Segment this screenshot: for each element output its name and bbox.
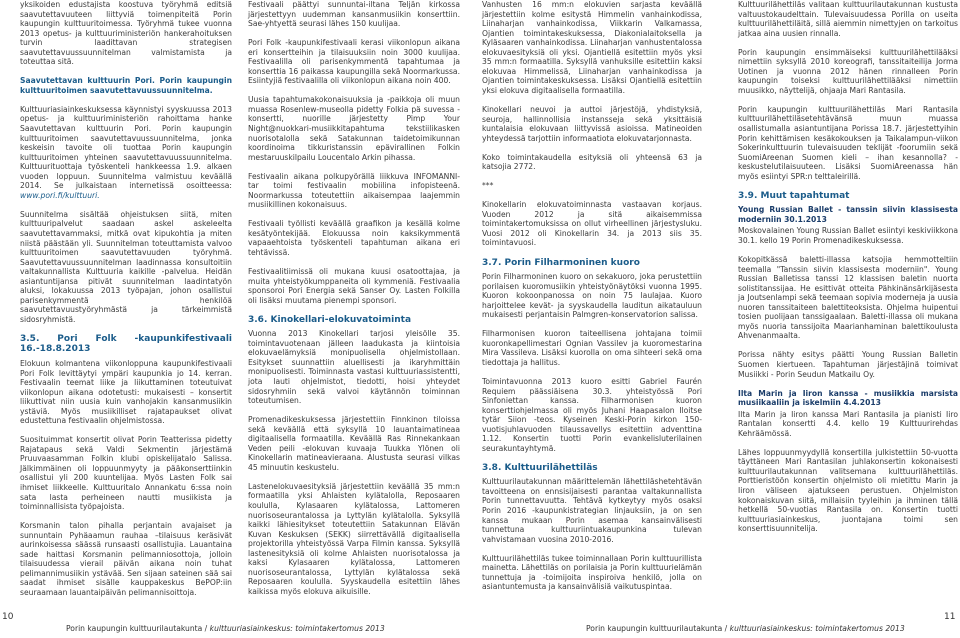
footer-dept: kulttuuriasiainkeskus: toimintakertomus 2013	[729, 624, 905, 633]
separator-stars: ***	[482, 181, 494, 191]
section-subheading: Saavutettavan kulttuurin Pori. Porin kaupungin kulttuuritoimen saavutettavuussuunnitelma.	[20, 76, 232, 95]
paragraph: Kulttuurilähettiläs valitaan kulttuurilautakunnan kustusta valtuustokaudelttain. Tulevaisuudessa Porilla on useita kulttuurilähettiläitä, sillä aiemmin nimettyjen on tarkoitus jatkaa aina uusien rinnalla.	[738, 0, 958, 38]
paragraph: Promenadikeskuksessa järjestettiin Finnkinon tiloissa sekä keväällä että syksyllä 10 lauantaimatineaa digitaalisella formaatilla. Keväällä Ras Rinnekankaan Veden peili -elokuvan kuvaaja Tuukka Ylönen oli Kinokellarin matineavieraana. Alustusta seurasi vilkas 45 minuutin keskustelu.	[248, 415, 460, 472]
paragraph: Lähes loppuunmyydyllä konsertilla julkistettiin 50-vuotta täyttäneen Mari Rantasilan juhlakonsertin kokonaisesti kulttuurilautakunnan valitsemana kulttuurilähettiläs. Porttieristöön konsertin ohjelmisto oli mietittu Marin ja Iiron väliseen ajatukseen perustuen. Ohjelmiston kokonaiskuvan siitä, millaisiin tyyleihin ja ihminen tällä hetkellä 50-vuotias Rantasila on. Konsertin tuotti kulttuuriasiainkeskus, juontajana toimi sen konserttisuunnitelija.	[738, 447, 958, 534]
right-page-column-1	[482, 0, 702, 592]
paragraph: Kokopitkässä baletti-illassa katsojia hemmotteltiin teemalla "Tanssin siivin klassisesta moderniin". Young Russian Balletissa tanssi 12 klassisen baletin nuorta solistitanssijaa. He esittivät otteita Pähkinänsärkijäsesta ja Joutsenlampi sekä teemaan sopivia moderneja ja uusia nuoren tanssitaiteen balettiteoksista. Ohjelma huipentui tosien puolijaan tanssigaalaan. Baletti-illassa oli mukana myös nuoria tanssijoita Maarianhaminan balettikoulusta Ahvenanmaalta.	[738, 254, 958, 341]
paragraph: Kulttuurilähettiläs tukee toiminnallaan Porin kulttuurillista mainetta. Lähettiläs on porilaisia ja Porin kulttuurielämän tunnettuja ja -toimijoita inspiroiva henkilö, jolla on asiantuntemusta ja kansainvälisiä vaikutuspintaa.	[482, 553, 702, 592]
paragraph: Festivaalitiimissä oli mukana kuusi osatoottajaa, ja muita yhteistyökumppaneita oli kymmeniä. Festivaalia sponsoroi Pori Energia sekä Sanser Oy. Lasten Folkilla oli lisäksi muutama pienempi sponsori.	[248, 267, 460, 305]
section-heading: 3.6. Kinokellari-elokuvatoiminta	[248, 314, 412, 325]
left-page-column-2	[248, 0, 460, 596]
paragraph: Kulttuurilautakunnan määrittelemän lähettiläshetehtävän tavoitteena on ennsisijaisesti parantaa valtakunnallista Porin tunnettavuutta. Tehtävä kytkeytyy myös osaksi Porin 2016 -kaupunkistrategian linjauksiin, ja on sen kanssa mukaan Porin asemaa kansainvälisesti tunnettuna kulttuuriintuakaupunkina tulevan vahvistamaan vuosina 2010-2016.	[482, 477, 702, 544]
page-footer	[586, 624, 905, 634]
paragraph: Suosituimmat konsertit olivat Porin Teatterissa pidetty Rajatapaus sekä Valdi Sekmentin järjestämä Pruuvaasamman Folkin klubi opiskelijatalo Salissa. Jälkimmäinen oli loppuunmyyty ja pääkonserttiinkin osallistui yli 200 kuuntelijaa. Myös Lasten Folk sai ihmiset liikkeelle. Kulttuuritalo Annankatu 6:ssa noin sata lasta perheineen nautti musiikista ja toiminnallisista työpajoista.	[20, 435, 232, 512]
right-page	[482, 0, 960, 633]
paragraph: Porin kaupungin kulttuurilähettiläs Mari Rantasila kulttuurilähettiläsetehtävänsä muun muassa osallistumalla asiantuntijana Porissa 18.7. järjestettyihin Porin kehittämisen kesäkokouksen ja Taikalampun-viikon Sokerinkulttuurin tulevaisuuden teklijät -foorumiin sekä SuomiAreenan Suomen kieli – ihan kesannolla? -keskustelutilaisuuteen. Lisäksi SuomiAreenassa hän myös esiintyi SPR:n telttaleirillä.	[738, 104, 958, 181]
paragraph-text: Kulttuuriasiainkeskuksessa käynnistyi syyskuussa 2013 opetus- ja kulttuuriministeriön rahoittama hanke Saavutettavan kulttuurin Pori. Porin kaupungin kulttuuritoimen saavutettavuussuunnitelma, jonka keskeisin tavoite oli tuottaa Porin kaupungin kulttuuritoimen yhteinen saavutettavuussuunnitelma. Kulttuurituottaja työskenteli hankkeessa 1.9. alkaen vuoden loppuun. Suunnitelma valmistuu keväällä 2014. Se julkaistaan internetissä osoitteessa:	[20, 104, 232, 191]
section-heading: 3.8. Kulttuurilähettiläs	[482, 462, 598, 473]
paragraph: Porin kaupungin ensimmäiseksi kulttuurilähettilääksi nimettiin syksyllä 2010 koreografi, tanssitaiteilija Jorma Uotinen ja vuonna 2012 hänen rinnalleen Porin kaupungin toiseksi kulttuurilähettilääksi nimettiin muusikko, näyttelijä, ohjaaja Mari Rantasila.	[738, 47, 958, 95]
paragraph: Koko toimintakaudella esityksiä oli yhteensä 63 ja katsojia 2772.	[482, 152, 702, 172]
website-link[interactable]: www.pori.fi/kulttuuri.	[20, 190, 100, 200]
footer-org: Porin kaupungin kulttuurilautakunta /	[586, 624, 728, 633]
event-heading: Young Russian Ballet - tanssin siivin klassisesta moderniin 30.1.2013	[738, 205, 958, 224]
paragraph: Lastenelokuvaesityksiä järjestettiin keväällä 35 mm:n formaatilla yksi Ahlaisten kylätalolla, Reposaaren koululla, Kylasaaren kylätalossa, Lattomeren nuorisoseurantalossa ja Lyttylän kylätalolla. Syksyllä kaikki lähiesitykset toteutettiin Satakunnan Elävän Kuvan Keskuksen (SEKK) siirrettävällä digitaalisella projektorilla yhteistyössä Varpa Filmin kanssa. Syksyllä lastenesityksiä oli kolme Ahlaisten nuorisotalossa ja kaksi Kylasaaren kylätalossa, Lattomeren nuorisoseurantalossa, Lyttylän kylätalossa sekä Reposaaren koululla. Syyskaudella esitettiin lähes kaikissa myös elokuva aikuisille.	[248, 481, 460, 596]
paragraph: Festivaali päättyi sunnuntai-iltana Teljän kirkossa järjestettyyn uudemman kansanmusiikin konserttiin. Sae-yhtyettä seurasi lähes 150 kuulijaa.	[248, 0, 460, 29]
paragraph: Kinokellari neuvoi ja auttoi järjestöjä, yhdistyksiä, seuroja, hallinnollisia instansseja sekä yksittäisiä kuntalaisia elokuvaan liittyvissä asioissa. Matineoiden yhteydessä tarjottiin informaatiota elokuvatarjonnasta.	[482, 104, 702, 143]
left-page	[0, 0, 478, 633]
paragraph: Festivaali työllisti keväällä graafikon ja kesällä kolme kesätyöntekijää. Elokuussa noin kaksikymmentä vapaaehtoista työskenteli tapahtuman aikana eri tehtävissä.	[248, 219, 460, 258]
paragraph: yksikoiden edustajista koostuva työryhmä editsiä saavutettavuuteen liittyviä toimenpiteitä Porin kaupungin kulttuuritoimessa. Työryhmä tukee vuonna 2013 opetus- ja kulttuuriministeriön hankerahoituksen turvin laadittavan strategisen saavutettavuussuunnitelman valmistamista ja toteuttaa sitä.	[20, 0, 232, 67]
paragraph: Moskovalainen Young Russian Ballet esiintyi keskiviikkona 30.1. kello 19 Porin Promenadikeskuksessa.	[738, 226, 958, 245]
paragraph: Festivaalin aikana polkupyörällä liikkuva INFOMANNI-tar toimi festivaalin mobiilina infopisteenä. Noormarkussa toteutettiin aikaisempaa laajemmin musiikillinen kokonaisuus.	[248, 171, 460, 210]
paragraph: Korsmanin talon pihalla perjantain avajaiset ja sunnuntain Pyhäaamun rauhaa –tilaisuus keräsivät aurinkoisessa säässä runsaasti osallistujia. Lauantaina sade haittasi Korsmanin pelimanniosottoja, jolloin tilaisuudessa vierail päivän aikana noin tuhat pelimannimusiikin ystävää. Sen sijaan sateinen sää sai saadat ihmiset sisälle kauppakeskus BePOP:iin seuraamaan lauantaipäivän pelimannisoittoja.	[20, 521, 232, 597]
left-page-column-1	[20, 0, 232, 598]
footer-dept: kulttuuriasiainkeskus: toimintakertomus 2013	[209, 624, 385, 633]
event-heading: Ilta Marin ja Iiron kanssa - musiikkia marsista musiikaaliin ja iskelmiin 4.4.2013	[738, 388, 958, 408]
paragraph: Elokuun kolmantena viikonloppuna kaupunkifestivaali Pori Folk levittäytyi ympäri kaupunkia jo 14. kerran. Festivaalin teemat liike ja liikuttaminen toteutuivat viikonlopun aikana odotetusti: mukaisesti – konsertit liikuttivat niin uusia kuin vanhojakin kansanmusiikin ystäviä. Myös musiikilliset rajatapaukset olivat edustettuna festivaalin ohjelmistossa.	[20, 358, 232, 426]
footer-org: Porin kaupungin kulttuurilautakunta /	[66, 624, 208, 633]
paragraph: Vanhusten 16 mm:n elokuvien sarjasta keväällä järjestettiin kolme esitystä Himmelin vanhainkodissa, Liinaharjan vanhainkodissa, Viikkarin Valkamassa, Ojantien toimintakeskuksessa, Diakonialaitoksella ja Kyläsaaren vanhainkodissa. Liinaharjan vanhustentalossa elokuvaesityksiä oli yksi. Ojantiellä esitettiin myös yksi 35 mm:n formaatilla. Syksyllä vanhuksille esitettiin kaksi elokuvaa Himmelissä, Liinaharjan vanhainkodissa ja Ojantien toimintakeskuksessa. Lisäksi Ojantiellä esitettiin yksi elokuva digitaalisella formaatilla.	[482, 0, 702, 95]
page-footer	[66, 624, 385, 634]
section-heading: 3.7. Porin Filharmoninen kuoro	[482, 257, 640, 268]
paragraph: Kinokellarin elokuvatoiminnasta vastaavan korjaus. Vuoden 2012 ja sitä aikaisemmissa toimintakertomuksissa on ollut virheellinen järjestysluku. Vuosi 2012 oli Kinokellarin 34. ja 2013 siis 35. toimintavuosi.	[482, 200, 702, 248]
paragraph: Porin Filharmoninen kuoro on sekakuoro, joka perustettiin porilaisen kuoromusiikin yhteistyönäytöksi vuonna 1995. Kuoron kokoonpanossa on noin 75 laulajaa. Kuoro harjoittelee kevät- ja syyskaudella lauditun aikatauluun mukaisesti perjantaisin Palmgren-konservatorion salissa.	[482, 272, 702, 320]
paragraph: Suunnitelma sisältää ohjeistuksen siitä, miten kulttuuripalvelut saadaan askel askeleelta saavutettavammaksi, mitkä ovat kipukohtia ja miten niistä päästään yli. Suunnitelman toteuttamista valvoo kulttuuritoimen saavutettavuuden työryhmä. Saavutettavuussuunnitelman laadinnassa konsultoitiin valtakunnallista Kulttuuria kaikille -palvelua. Heidän asiantuntijansa pitivät suunnitelman laadintatyön aluksi, lokakuussa 2013 työpajan, johon osallistui parisenkymmentä henkilöä saavutettavuustyöryhmästä ja tärkeimmistä sidosryhmistä.	[20, 209, 232, 324]
paragraph: Filharmonisen kuoron taiteellisena johtajana toimii kuoronkapellimestari Ognian Vassilev ja kuoromestarina Mira Vassileva. Lisäksi kuorolla on oma sihteeri sekä oma tiedottaja ja hallitus.	[482, 329, 702, 367]
paragraph: Pori Folk -kaupunkifestivaali kerasi viikonlopun aikana eri konsertteihin ja tilaisuuksiin noin 3000 kuulijaa. Festivaalilla oli parisenkymmentä tapahtumaa ja konserttia 16 paikassa kaupungilla sekä Noormarkussa. Esiintyjiä festivaalilla oli viikonlopun aikana noin 400.	[248, 38, 460, 86]
paragraph: Uusia tapahtumakokonaisuuksia ja -paikkoja oli muun muassa Rosenlew-museolla pidetty Folkia pä suvessa -konsertti, nuorille järjestetty Pimp Your Night@nuokkari-musiikkitapahtuma tekstiilikasken nuorisotalolla sekä Satakunnan taidetoimikunnan koordinoima tikkuristanssin epävirallinen Folkin mestaruuskilpailu Loucentalo Arkin pihassa.	[248, 95, 460, 162]
section-heading: 3.9. Muut tapahtumat	[738, 190, 850, 201]
paragraph: Vuonna 2013 Kinokellari tarjosi yleisölle 35. toimintavuotenaan jälleen laadukasta ja kiintoisia elokuvaelämyksiä monipuolisella ohjelmistollaan. Esitykset suunnattiin aluellisesti ja ikaryhmittäin monipuolisesti. Toiminnasta vastasi kulttuuriassistentti, jota lauti ohjelmistot, tiedotti, hoisi yhteydet sidosryhmiin sekä valvoi käytännön toiminnan toteutumisen.	[248, 329, 460, 406]
paragraph	[20, 105, 232, 200]
paragraph: Toimintavuonna 2013 kuoro esitti Gabriel Faurén Requiem päässiäisena 30.3. yhteistyössä Pori Sinfoniettan kanssa. Filharmonisen kuoron konserttiohjelmassa oli myös Juhani Haapasalon Iloitse tytär Siion -teos. Kyseinen Keski-Porin kirkon 150-vuotisjuhlavuoden tilaussavellys esitettiin adventtina 1.12. Konsertin tuotti Porin evankelisluterilainen seurakuntayhtymä.	[482, 376, 702, 453]
paragraph: Ilta Marin ja Iiron kanssa Mari Rantasila ja pianisti Iiro Rantalan konsertti 4.4. kello 19 Kulttuurirehdas Kehräämössä.	[738, 409, 958, 438]
page-number: 10	[2, 612, 14, 622]
paragraph: Porissa nähty esitys päätti Young Russian Balletin Suomen kiertueen. Tapahtuman järjestäjinä toimivat Musiikki - Porin Seudun Matkailu Oy.	[738, 350, 958, 379]
page-number: 11	[944, 612, 956, 622]
section-heading: 3.5. Pori Folk -kaupunkifestivaali 16.-18.8.2013	[20, 333, 232, 355]
right-page-column-2	[738, 0, 958, 534]
